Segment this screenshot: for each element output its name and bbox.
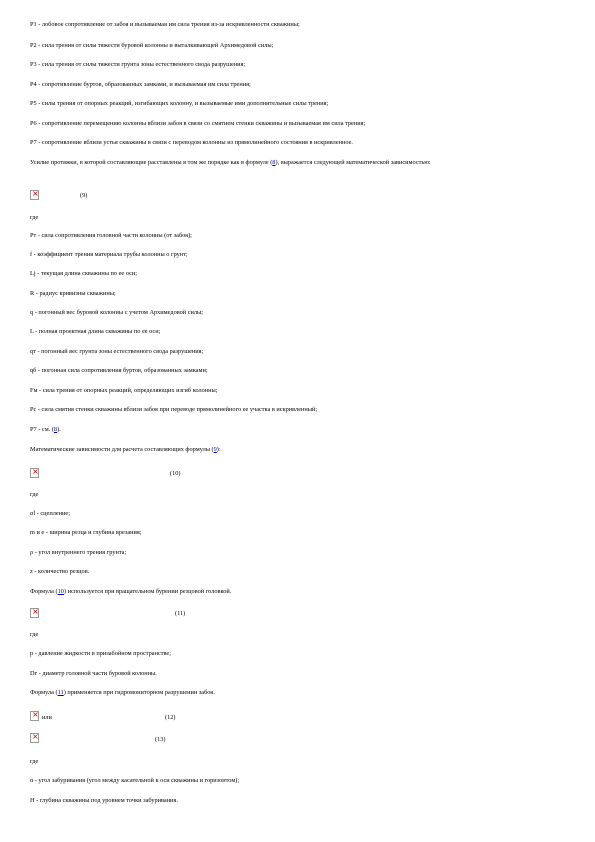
broken-image-icon xyxy=(30,468,39,478)
text-p1: P1 - лобовое сопротивление от забоя и вызываемая им сила трения из-за искривленности скважины; xyxy=(30,21,300,28)
def-item: L - полная проектная длина скважины по ее оси; xyxy=(30,328,161,335)
text-p6: P6 - сопротивление перемещению колонны вблизи забоя в связи со смятием стенки скважины и вызываемая им сила трения; xyxy=(30,120,366,127)
text-formula-11-usage xyxy=(30,688,575,697)
or-word: или xyxy=(42,714,52,721)
text-p7: P7 - сопротивление вблизи устья скважины в связи с переводом колонны из прямолинейного состояния в искривленное. xyxy=(30,139,353,146)
def-item: Dг - диаметр головной части буровой колонны. xyxy=(30,670,157,677)
def-item: R - радиус кривизны скважины; xyxy=(30,290,116,297)
def-p7-text-b: ). xyxy=(57,426,61,433)
equation-number-9: (9) xyxy=(80,192,88,199)
formula-link-8[interactable]: 8 xyxy=(53,426,58,433)
text-math-dependencies xyxy=(30,445,575,454)
use-text-b: ) используется при вращательном бурении резцовой головкой. xyxy=(63,588,232,595)
apply-text-b: ) применяется при гидромониторном разрушении забоя. xyxy=(63,689,215,696)
def-item: f - коэффициент трения материала трубы колонны о грунт; xyxy=(30,251,188,258)
broken-image-icon xyxy=(30,733,39,743)
text-where: где xyxy=(30,631,39,638)
def-item: m и e - ширина резца и глубина врезания; xyxy=(30,529,142,536)
def-item: Pт - сила сопротивления головной части колонны (от забоя); xyxy=(30,232,192,239)
formula-link-9[interactable]: 9 xyxy=(213,446,217,453)
math-text-b: ): xyxy=(216,446,221,453)
text-where: где xyxy=(30,214,39,221)
def-item: Pс - сила смятия стенки скважины вблизи забоя при переводе прямолинейного ее участка в искривленный; xyxy=(30,406,318,413)
equation-number-13: (13) xyxy=(155,736,166,743)
broken-image-icon xyxy=(30,711,39,721)
formula-link-11[interactable]: 11 xyxy=(57,689,64,696)
text-where: где xyxy=(30,758,39,765)
text-p4: P4 - сопротивление буртов, образованных замками, и вызываемая им сила трения; xyxy=(30,81,251,88)
broken-image-icon xyxy=(30,190,39,200)
intro-text-b: ), выражается следующей математической зависимостью: xyxy=(275,159,431,166)
equation-number-11: (11) xyxy=(175,610,186,617)
def-item: Lj - текущая длина скважины по ее оси; xyxy=(30,270,137,277)
def-item: ρ - угол внутреннего трения грунта; xyxy=(30,549,127,556)
formula-link-8[interactable]: 8 xyxy=(272,159,276,166)
def-item: α - угол забуривания (угол между касательной к оси скважины и горизонтом); xyxy=(30,777,240,784)
def-item: σl - сцепление; xyxy=(30,510,70,517)
def-p7-text-a: P7 - см. ( xyxy=(30,426,54,433)
formula-link-10[interactable]: 10 xyxy=(57,588,64,595)
def-item: z - количество резцов. xyxy=(30,568,90,575)
text-p2: P2 - сила трения от силы тяжести буровой колонны и выталкивающей Архимедовой силы; xyxy=(30,42,274,49)
def-item: q - погонный вес буровой колонны с учетом Архимедовой силы; xyxy=(30,309,204,316)
def-item-p7 xyxy=(30,425,575,434)
use-text-a: Формула ( xyxy=(30,588,58,595)
def-item: Fм - сила трения от опорных реакций, определяющих изгиб колонны; xyxy=(30,387,218,394)
text-p5: P5 - силы трения от опорных реакций, изгибающих колонну, и вызываемые ими дополнительные силы трения; xyxy=(30,100,329,107)
math-text-a: Математические зависимости для расчета составляющих формулы ( xyxy=(30,446,214,453)
text-p3: P3 - сила трения от силы тяжести грунта зоны естественного свода разрушения; xyxy=(30,61,246,68)
def-item: qб - погонная сила сопротивления буртов, образованных замками; xyxy=(30,367,208,374)
def-item: qт - погонный вес грунта зоны естественного свода разрушения; xyxy=(30,348,204,355)
text-formula-10-usage xyxy=(30,587,575,596)
apply-text-a: Формула ( xyxy=(30,689,58,696)
equation-number-10: (10) xyxy=(170,470,181,477)
broken-image-icon xyxy=(30,608,39,618)
text-intro xyxy=(30,158,565,167)
text-where: где xyxy=(30,491,39,498)
def-item: p - давление жидкости в призабойном пространстве; xyxy=(30,650,171,657)
equation-number-12: (12) xyxy=(165,714,176,721)
def-item: H - глубина скважины под уровнем точки забуривания. xyxy=(30,797,178,804)
intro-text-a: Усилие протяжки, в которой составляющие расставлены в том же порядке как в формуле ( xyxy=(30,159,273,166)
